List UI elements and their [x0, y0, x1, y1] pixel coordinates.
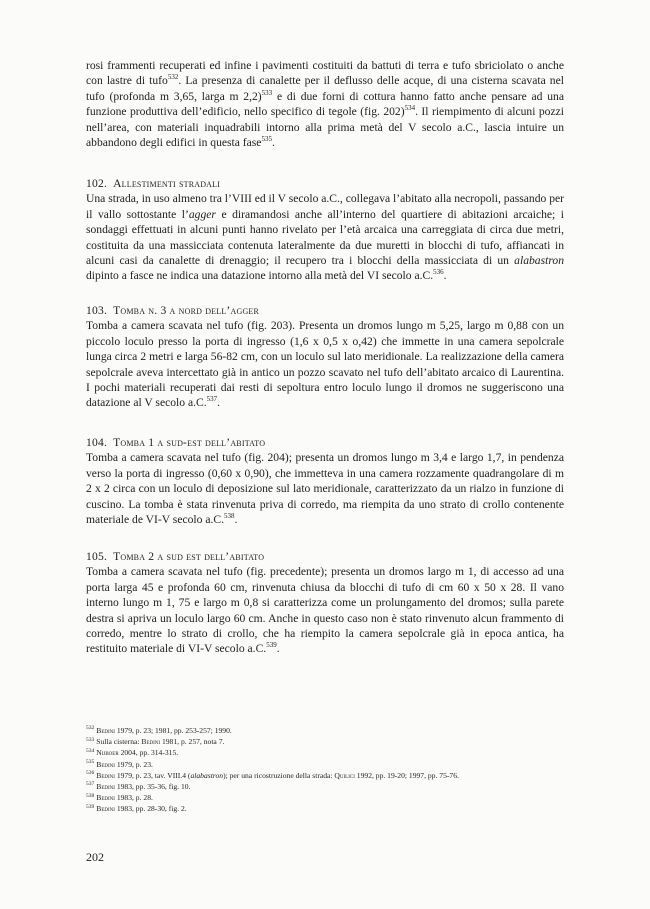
footnote-author: Bedini [141, 737, 161, 747]
footnote-text: 1981, p. 257, nota 7. [160, 737, 225, 747]
footnote-ref[interactable]: 535 [261, 135, 272, 144]
section-102 [86, 176, 564, 284]
footnote-author: Bedini [96, 759, 115, 769]
section-number: 105. [86, 550, 108, 563]
text-run: e di due forni di cottura hanno fatto anche pensare ad una funzione produttiva dell’edificio, nello specifico di tegole (fig. 202) [86, 89, 564, 119]
italic-term: alabastron [514, 254, 564, 268]
footnote-ref[interactable]: 536 [433, 268, 444, 277]
section-body [86, 191, 564, 283]
section-body [86, 450, 564, 527]
text-run: dipinto a fasce ne indica una datazione intorno alla metà del VI secolo a.C. [86, 269, 434, 283]
footnote-number: 535 [86, 759, 95, 766]
footnote-number: 537 [86, 781, 95, 788]
footnote [86, 770, 564, 781]
section-body [86, 564, 564, 656]
text-run: Tomba a camera scavata nel tufo (fig. 203). Presenta un dromos lungo m 5,25, largo m 0,88 con un piccolo loculo presso la porta di ingresso (1,6 x 0,5 x o,42) che immette in una camera sepolcrale lunga circa 2 metri e larga 56-82 cm, con un loculo sul lato meridionale. La realizzazione della camera sepolcrale aveva intercettato già in antico un pozzo scavato nel tufo dell’abitato arcaico di Laurentina. I pochi materiali recuperati dai resti di sepoltura entro loculo lungo il dromos ne suggeriscono una datazione al V secolo a.C. [86, 319, 564, 410]
italic-term: alabastron [190, 770, 224, 780]
text-run: . [276, 642, 280, 656]
text-run: Tomba a camera scavata nel tufo (fig. 204); presenta un dromos lungo m 3,4 e largo 1,7, in pendenza verso la porta di ingresso (0,60 x 0,90), che immetteva in una camera rozzamente quadrangolare di m 2 x 2 circa con un loculo di deposizione sul lato meridionale, caratterizzato da un rialzo in funzione di cuscino. La tomba è stata rinvenuta priva di corredo, ma riempita da uno strato di crollo contenente materiale de VI-V secolo a.C. [86, 451, 564, 527]
footnote-author: Nijboer [96, 748, 119, 758]
footnote [86, 803, 564, 814]
footnote-text: 1983, p. 28. [114, 793, 153, 803]
footnote-text: 1983, pp. 35-36, fig. 10. [114, 782, 191, 792]
footnote-ref[interactable]: 533 [261, 88, 273, 97]
footnote-text: 2004, pp. 314-315. [118, 748, 179, 758]
footnote [86, 759, 564, 770]
footnote-number: 539 [86, 803, 95, 810]
footnote-text: 1983, pp. 28-30, fig. 2. [114, 804, 187, 814]
footnote-author: Bedini [96, 726, 115, 735]
footnote-text: Sulla cisterna: [96, 737, 142, 747]
footnote-text: 1992, pp. 19-20; 1997, pp. 75-76. [354, 770, 459, 780]
text-run: . [443, 269, 447, 283]
text-run: . [271, 136, 275, 150]
footnote-text: 1979, p. 23, tav. VIII.4 ( [114, 770, 191, 780]
footnote-author: Bedini [96, 782, 115, 792]
section-number: 103. [86, 304, 108, 317]
footnote-author: Quilici [334, 770, 355, 780]
section-104 [86, 435, 564, 527]
footnote-author: Bedini [96, 770, 115, 780]
section-heading [86, 303, 564, 318]
footnote-text: ); per una ricostruzione della strada: [223, 770, 335, 780]
text-run: rosi frammenti recuperati ed infine i pavimenti costituiti da battuti di terra e tufo sbriciolato o anche con lastre di tufo [86, 59, 564, 88]
text-run: . [217, 396, 221, 410]
footnote-ref[interactable]: 539 [266, 641, 277, 650]
section-title: Tomba 2 a sud est dell’abitato [113, 550, 265, 563]
footnote-text: 1979, p. 23. [114, 759, 153, 769]
footnote-number: 534 [86, 747, 95, 754]
section-number: 102. [86, 177, 108, 190]
footnote [86, 736, 564, 747]
text-run: Una strada, in uso almeno tra l’VIII ed il V secolo a.C., collegava l’abitato alla necropoli, passando per il vallo sottostante l’ [86, 192, 564, 221]
section-title: Tomba n. 3 a nord dell’agger [113, 304, 260, 317]
section-heading [86, 176, 564, 191]
section-number: 104. [86, 436, 108, 449]
section-body [86, 318, 564, 410]
footnote-text: 1979, p. 23; 1981, pp. 253-257; 1990. [114, 726, 232, 735]
footnote-number: 536 [86, 770, 95, 777]
footnote-ref[interactable]: 537 [206, 395, 218, 404]
footnote [86, 725, 564, 736]
footnote [86, 781, 564, 792]
section-heading [86, 549, 564, 564]
footnote-number: 533 [86, 736, 95, 743]
intro-paragraph [86, 58, 564, 150]
footnote-number: 532 [86, 725, 95, 732]
section-title: Allestimenti stradali [113, 177, 221, 190]
footnote-ref[interactable]: 538 [224, 512, 235, 521]
text-run: . Il riempimento di alcuni pozzi nell’area, con materiali inquadrabili intorno alla prima metà del V secolo a.C., lascia intuire un abbandono degli edifici in questa fase [86, 105, 564, 150]
section-title: Tomba 1 a sud-est dell’abitato [113, 436, 266, 449]
text-run: . [234, 513, 238, 527]
section-heading [86, 435, 564, 450]
footnote-number: 538 [86, 792, 95, 799]
section-105 [86, 549, 564, 657]
italic-term: agger [188, 207, 216, 221]
footnote-ref[interactable]: 534 [404, 104, 416, 113]
text-run: Tomba a camera scavata nel tufo (fig. precedente); presenta un dromos largo m 1, di accesso ad una porta larga 45 e profonda 60 cm, rinvenuta chiusa da blocchi di tufo di cm 60 x 50 x 28. Il vano interno lungo m 1, 75 e largo m 0,8 si caratterizza come un prolungamento del dromos; sulla parete destra si apriva un loculo largo 60 cm. Anche in questo caso non è stato rinvenuto alcun frammento di corredo, mentre lo strato di crollo, che ha riempito la camera sepolcrale già in epoca antica, ha restituito materiale di VI-V secolo a.C. [86, 565, 564, 656]
footnote [86, 792, 564, 803]
page-number: 202 [86, 850, 104, 864]
footnote-author: Bedini [96, 804, 115, 814]
text-run: e diramandosi anche all’interno del quartiere di abitazioni arcaiche; i sondaggi effettuati in alcuni punti hanno rivelato per l’età arcaica una carreggiata di circa due metri, costituita da una massicciata contenuta lateralmente da due muretti in blocchi di tufo, affiancati in alcuni casi da canalette di drenaggio; il recupero tra i blocchi della massicciata di un [86, 207, 565, 268]
footnote-ref[interactable]: 532 [167, 73, 179, 82]
footnote-author: Bedini [96, 793, 115, 803]
footnote [86, 747, 564, 758]
text-run: . La presenza di canalette per il deflusso delle acque, di una cisterna scavata nel tufo (profonda m 3,65, larga m 2,2) [86, 74, 564, 103]
section-103 [86, 303, 564, 411]
footnotes [86, 725, 564, 815]
